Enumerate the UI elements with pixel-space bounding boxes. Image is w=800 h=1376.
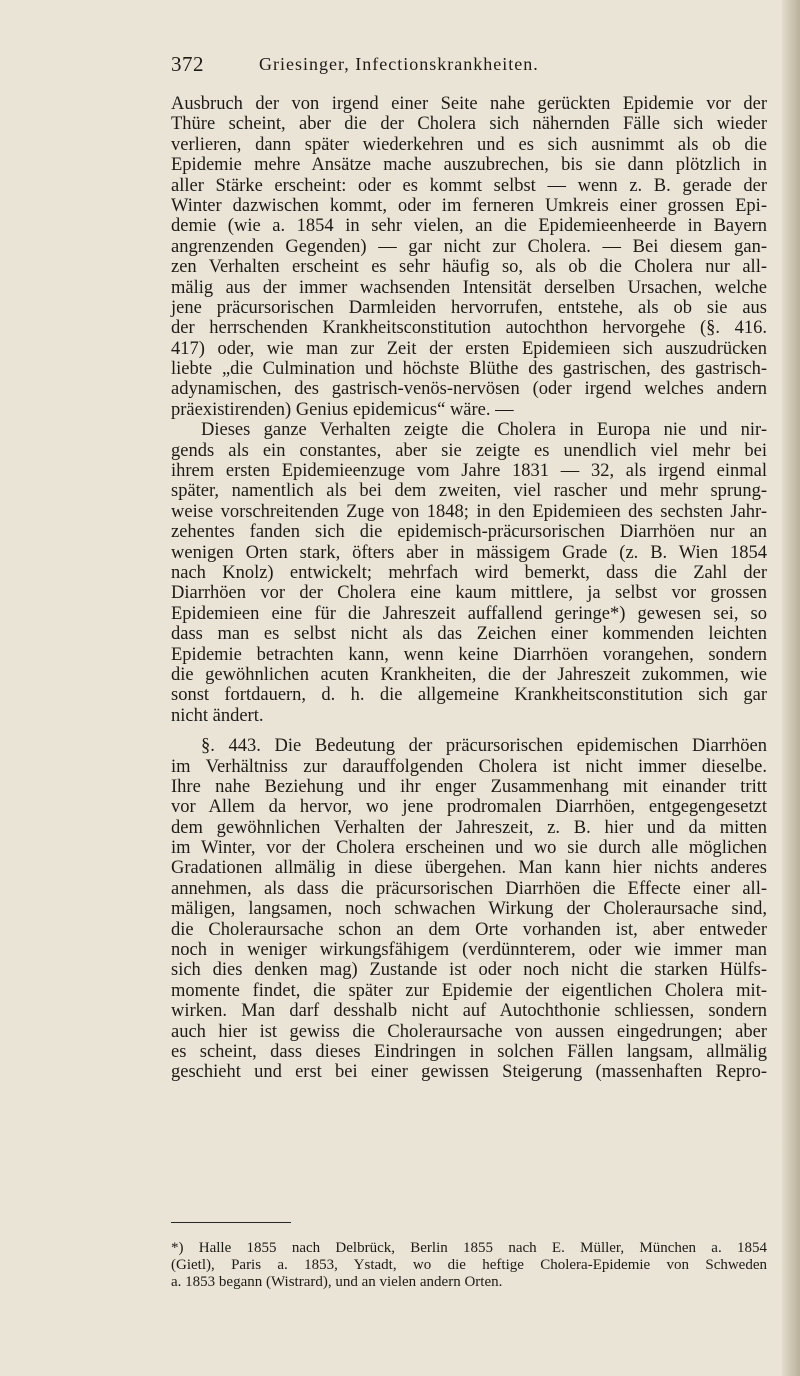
text-line: zen Verhalten erscheint es sehr häufig so, als ob die Cholera nur all- (171, 257, 767, 278)
text-line: nicht ändert. (171, 705, 264, 726)
page-number: 372 (171, 52, 204, 76)
text-line: verlieren, dann später wiederkehren und es sich ausnimmt als ob die (171, 134, 767, 155)
paragraph (171, 94, 767, 420)
text-line: die gewöhnlichen acuten Krankheiten, die der Jahreszeit zukommen, wie (171, 664, 767, 685)
footnote-rule (171, 1222, 291, 1223)
text-line: sich dies denken mag) Zustande ist oder noch nicht die starken Hülfs- (171, 960, 767, 981)
text-line: Winter dazwischen kommt, oder im ferneren Umkreis einer grossen Epi- (171, 195, 767, 216)
text-line: mäligen, langsamen, noch schwachen Wirkung der Choleraursache sind, (171, 899, 767, 920)
text-line: der herrschenden Krankheitsconstitution autochthon hervorgehe (§. 416. (171, 318, 767, 339)
text-line: im Verhältniss zur darauffolgenden Cholera ist nicht immer dieselbe. (171, 756, 767, 777)
text-line: Dieses ganze Verhalten zeigte die Cholera in Europa nie und nir- (201, 420, 767, 441)
text-line: §. 443. Die Bedeutung der präcursorischen epidemischen Diarrhöen (201, 736, 767, 757)
text-line: weise vorschreitenden Zuge von 1848; in den Epidemieen des sechsten Jahr- (171, 501, 767, 522)
paragraph (171, 420, 767, 726)
page-edge (782, 0, 800, 1376)
text-line: Gradationen allmälig in diese übergehen. Man kann hier nichts anderes (171, 858, 767, 879)
text-line: Thüre scheint, aber die der Cholera sich nähernden Fälle sich wieder (171, 114, 767, 135)
text-line: jene präcursorischen Darmleiden hervorrufen, entstehe, als ob sie aus (171, 297, 767, 318)
text-line: momente findet, die später zur Epidemie der eigentlichen Cholera mit- (171, 980, 767, 1001)
footnote (171, 1240, 767, 1291)
text-line: Epidemieen eine für die Jahreszeit auffallend geringe*) gewesen sei, so (171, 603, 767, 624)
text-line: 417) oder, wie man zur Zeit der ersten Epidemieen sich auszudrücken (171, 338, 767, 359)
text-line: dem gewöhnlichen Verhalten der Jahreszeit, z. B. hier und da mitten (171, 817, 767, 838)
text-line: Diarrhöen vor der Cholera eine kaum mittlere, ja selbst vor grossen (171, 583, 767, 604)
page-header (171, 52, 771, 82)
text-line: liebte „die Culmination und höchste Blüthe des gastrischen, des gastrisch- (171, 359, 767, 380)
text-line: gends als ein constantes, aber sie zeigte es unendlich viel mehr bei (171, 440, 767, 461)
text-line: auch hier ist gewiss die Choleraursache von aussen eingedrungen; aber (171, 1021, 767, 1042)
text-line: im Winter, vor der Cholera erscheinen und wo sie durch alle möglichen (171, 838, 767, 859)
text-line: dass man es selbst nicht als das Zeichen einer kommenden leichten (171, 624, 767, 645)
paragraph-gap (171, 726, 767, 736)
footnote-line: *) Halle 1855 nach Delbrück, Berlin 1855 nach E. Müller, München a. 1854 (171, 1240, 767, 1256)
text-line: nach Knolz) entwickelt; mehrfach wird bemerkt, dass die Zahl der (171, 562, 767, 583)
text-line: angrenzenden Gegenden) — gar nicht zur Cholera. — Bei diesem gan- (171, 236, 767, 257)
text-line: später, namentlich als bei dem zweiten, viel rascher und mehr sprung- (171, 481, 767, 502)
text-line: die Choleraursache schon an dem Orte vorhanden ist, aber entweder (171, 919, 767, 940)
text-line: Epidemie mehre Ansätze mache auszubrechen, bis sie dann plötzlich in (171, 155, 767, 176)
running-head: Griesinger, Infectionskrankheiten. (259, 54, 539, 74)
text-line: vor Allem da hervor, wo jene prodromalen Diarrhöen, entgegengesetzt (171, 797, 767, 818)
text-line: Epidemie betrachten kann, wenn keine Diarrhöen vorangehen, sondern (171, 644, 767, 665)
text-line: adynamischen, des gastrisch-venös-nervösen (oder irgend welches andern (171, 379, 767, 400)
text-line: mälig aus der immer wachsenden Intensität derselben Ursachen, welche (171, 277, 767, 298)
text-line: demie (wie a. 1854 in sehr vielen, an die Epidemieenheerde in Bayern (171, 216, 767, 237)
paragraph (171, 736, 767, 1083)
text-line: noch in weniger wirkungsfähigem (verdünnterem, oder wie immer man (171, 940, 767, 961)
text-line: ihrem ersten Epidemieenzuge vom Jahre 1831 — 32, als irgend einmal (171, 461, 767, 482)
text-line: sonst fortdauern, d. h. die allgemeine Krankheitsconstitution sich gar (171, 685, 767, 706)
text-line: wenigen Orten stark, öfters aber in mässigem Grade (z. B. Wien 1854 (171, 542, 767, 563)
text-line: wirken. Man darf desshalb nicht auf Autochthonie schliessen, sondern (171, 1001, 767, 1022)
text-line: präexistirenden) Genius epidemicus“ wäre. — (171, 399, 514, 420)
text-line: Ausbruch der von irgend einer Seite nahe gerückten Epidemie vor der (171, 94, 767, 114)
body-text (171, 94, 767, 1083)
footnote-line: a. 1853 begann (Wistrard), und an vielen andern Orten. (171, 1274, 503, 1290)
text-line: aller Stärke erscheint: oder es kommt selbst — wenn z. B. gerade der (171, 175, 767, 196)
text-line: Ihre nahe Beziehung und ihr enger Zusammenhang mit einander tritt (171, 776, 767, 797)
text-line: annehmen, als dass die präcursorischen Diarrhöen die Effecte einer all- (171, 878, 767, 899)
text-line: geschieht und erst bei einer gewissen Steigerung (massenhaften Repro- (171, 1062, 767, 1083)
footnote-line: (Gietl), Paris a. 1853, Ystadt, wo die heftige Cholera-Epidemie von Schweden (171, 1257, 767, 1273)
text-line: zehentes fanden sich die epidemisch-präcursorischen Diarrhöen nur an (171, 522, 767, 543)
text-line: es scheint, dass dieses Eindringen in solchen Fällen langsam, allmälig (171, 1041, 767, 1062)
